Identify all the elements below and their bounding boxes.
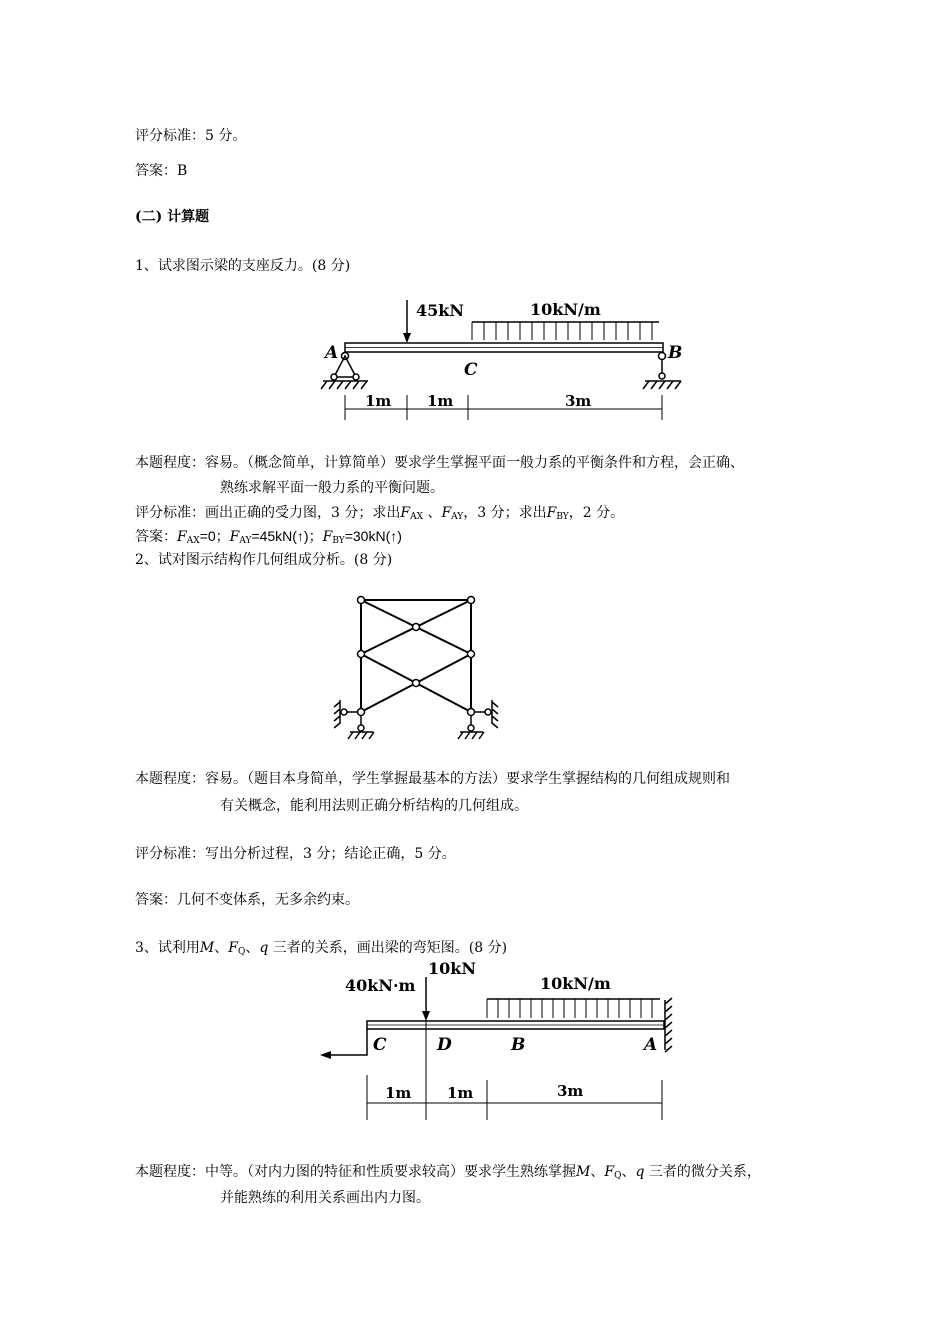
label-B: B [668,343,683,363]
moment-label: 40kN·m [345,976,416,995]
label-A: A [644,1035,658,1055]
label-C: C [464,360,478,380]
distributed-load-arrows [487,999,652,1018]
q2-answer: 答案：几何不变体系，无多余约束。 [135,892,359,908]
q1-difficulty-1: 本题程度：容易。（概念简单，计算简单）要求学生掌握平面一般力系的平衡条件和方程，会正确、 [135,455,744,471]
fixed-support-A [665,998,672,1052]
q3-title: 3、试利用M、$F_Q$、q 三者的关系，画出梁的弯矩图。(8 分) [135,940,508,957]
prev-grading: 评分标准：5 分。 [135,128,247,144]
q3-difficulty-2: 并能熟练的利用关系画出内力图。 [220,1190,430,1206]
moment-couple-arrow [328,1029,367,1055]
label-D: D [437,1035,452,1055]
dim-1: 1m [385,1084,412,1102]
distributed-load-label: 10kN/m [540,974,611,993]
label-A: A [325,343,339,363]
label-B: B [511,1035,526,1055]
point-load-arrowhead [422,1011,430,1021]
dim-3: 3m [557,1082,584,1100]
label-C: C [373,1035,387,1055]
q2-grading: 评分标准：写出分析过程，3 分；结论正确，5 分。 [135,846,456,862]
point-load-label: 45kN [416,301,464,320]
q2-title: 2、试对图示结构作几何组成分析。(8 分) [135,552,393,568]
dim-1: 1m [365,392,392,410]
q1-answer: 答案：$F_{AX}=0$；$F_{AY}=45kN(↑)$；$F_{BY}=30kN(↑)$ [135,528,402,546]
q3-difficulty-1: 本题程度：中等。（对内力图的特征和性质要求较高）要求学生熟练掌握M、$F_Q$、q 三者的微分关系， [135,1164,761,1181]
distributed-load-label: 10kN/m [530,300,601,319]
dim-3: 3m [565,392,592,410]
q2-difficulty-2: 有关概念，能利用法则正确分析结构的几何组成。 [220,798,528,814]
dim-2: 1m [427,392,454,410]
q1-grading: 评分标准：画出正确的受力图，3 分；求出$F_{AX}$ 、$F_{AY}$，3 分；求出$F_{BY}$，2 分。 [135,505,625,522]
dim-2: 1m [447,1084,474,1102]
q1-difficulty-2: 熟练求解平面一般力系的平衡问题。 [220,480,444,496]
q2-difficulty-1: 本题程度：容易。（题目本身简单，学生掌握最基本的方法）要求学生掌握结构的几何组成规则和 [135,771,730,787]
point-load-label: 10kN [428,959,476,978]
prev-answer: 答案：B [135,163,188,179]
q1-title: 1、试求图示梁的支座反力。(8 分) [135,258,351,274]
section-title: (二) 计算题 [135,209,210,225]
